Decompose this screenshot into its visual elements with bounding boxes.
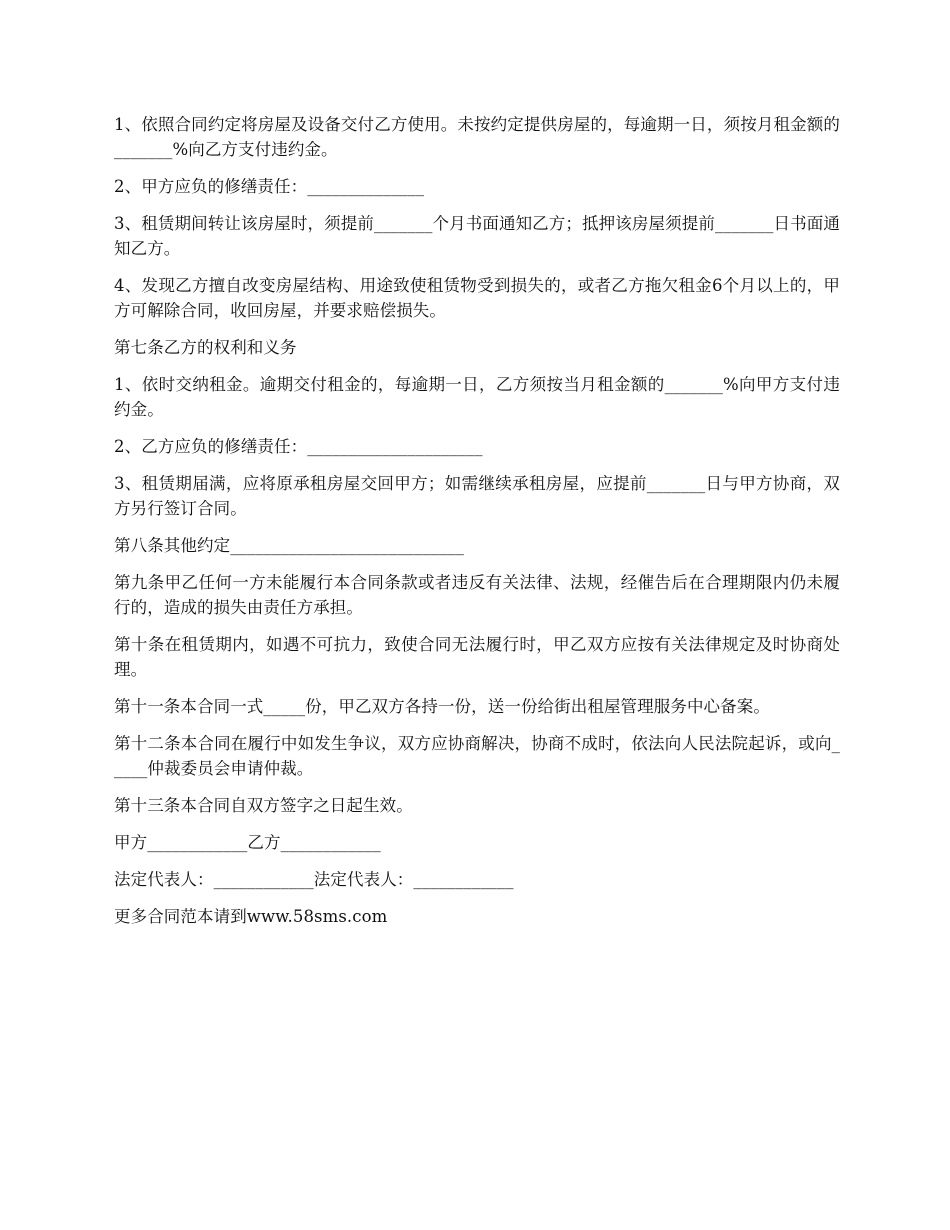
article-11-copies: 第十一条本合同一式_____份，甲乙双方各持一份，送一份给街出租屋管理服务中心备案。: [114, 697, 770, 716]
article-13-effective: 第十三条本合同自双方签字之日起生效。: [114, 796, 413, 815]
clause-tenant-1-rent: 1、依时交纳租金。逾期交付租金的，每逾期一日，乙方须按当月租金额的_______%向甲方支付违约金。: [114, 375, 840, 419]
clause-landlord-2-repair: 2、甲方应负的修缮责任：______________: [114, 177, 425, 196]
article-10-force-majeure: 第十条在租赁期内，如遇不可抗力，致使合同无法履行时，甲乙双方应按有关法律规定及时协商处理。: [114, 635, 840, 679]
article-7-heading: 第七条乙方的权利和义务: [114, 338, 297, 357]
signature-legal-representatives: 法定代表人：____________法定代表人：____________: [114, 870, 514, 889]
clause-tenant-3-return: 3、租赁期届满，应将原承租房屋交回甲方；如需继续承租房屋，应提前_______日与甲方协商，双方另行签订合同。: [114, 474, 840, 518]
signature-parties: 甲方____________乙方____________: [114, 833, 381, 852]
clause-landlord-4-termination: 4、发现乙方擅自改变房屋结构、用途致使租赁物受到损失的，或者乙方拖欠租金6个月以上的，甲方可解除合同，收回房屋，并要求赔偿损失。: [114, 276, 840, 320]
article-8-other: 第八条其他约定____________________________: [114, 536, 464, 555]
article-9-breach: 第九条甲乙任何一方未能履行本合同条款或者违反有关法律、法规，经催告后在合理期限内仍未履行的，造成的损失由责任方承担。: [114, 573, 840, 617]
clause-tenant-2-repair: 2、乙方应负的修缮责任：_____________________: [114, 437, 483, 456]
footer-more-templates: 更多合同范本请到www.58sms.com: [114, 907, 388, 926]
clause-landlord-3-transfer: 3、租赁期间转让该房屋时，须提前_______个月书面通知乙方；抵押该房屋须提前_______日书面通知乙方。: [114, 214, 840, 258]
contract-document: [114, 112, 840, 941]
article-12-dispute: 第十二条本合同在履行中如发生争议，双方应协商解决，协商不成时，依法向人民法院起诉，或向_____仲裁委员会申请仲裁。: [114, 734, 840, 778]
clause-landlord-1-delivery: 1、依照合同约定将房屋及设备交付乙方使用。未按约定提供房屋的，每逾期一日，须按月租金额的_______%向乙方支付违约金。: [114, 115, 840, 159]
